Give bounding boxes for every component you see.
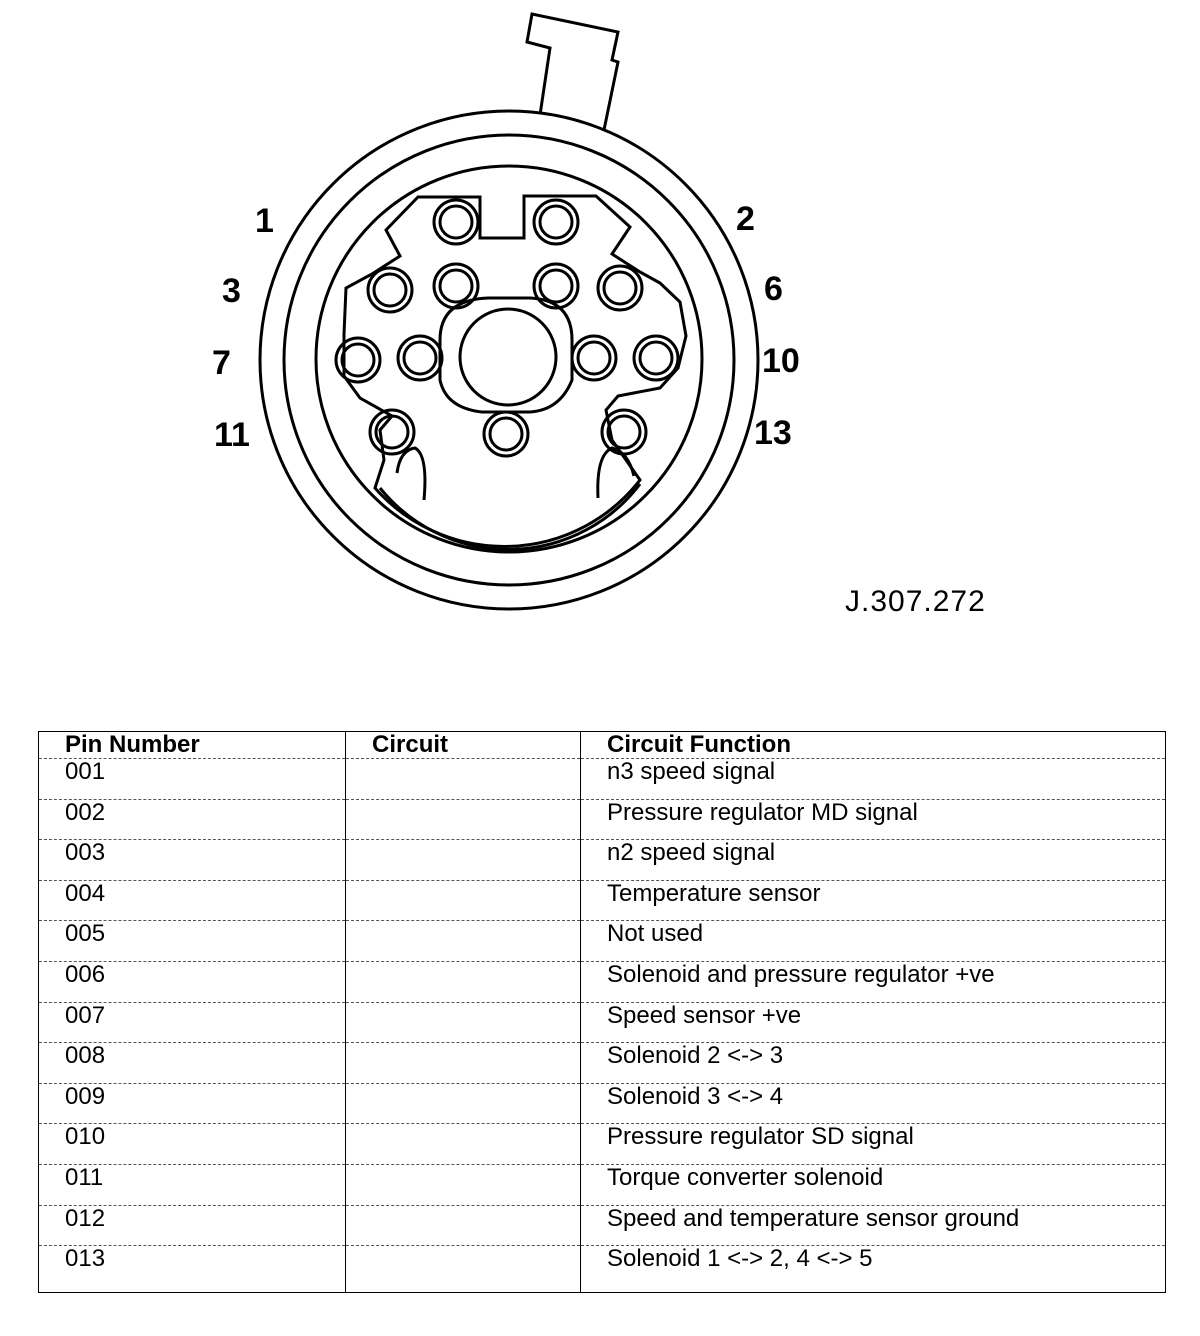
pin-number-cell: 010 [39,1124,346,1165]
circuit-cell [346,921,581,962]
table-row [39,1246,1166,1293]
circuit-function-cell: Solenoid 3 <-> 4 [581,1083,1166,1124]
pin-number-cell: 007 [39,1002,346,1043]
pin-label-11: 11 [214,416,250,454]
table-row [39,1205,1166,1246]
circuit-cell [346,840,581,881]
table-row [39,1043,1166,1084]
circuit-function-cell: Speed and temperature sensor ground [581,1205,1166,1246]
pin-label-7: 7 [212,344,231,382]
circuit-function-cell: Solenoid and pressure regulator +ve [581,961,1166,1002]
circuit-cell [346,799,581,840]
pin-number-cell: 004 [39,880,346,921]
pin-label-6: 6 [764,270,783,308]
pin-number-cell: 012 [39,1205,346,1246]
table-row [39,799,1166,840]
circuit-cell [346,759,581,800]
pin-number-cell: 003 [39,840,346,881]
circuit-cell [346,961,581,1002]
circuit-cell [346,1124,581,1165]
circuit-function-cell: n3 speed signal [581,759,1166,800]
pin-function-table [38,731,1166,1293]
circuit-function-cell: Not used [581,921,1166,962]
pin-number-cell: 005 [39,921,346,962]
circuit-function-cell: Solenoid 2 <-> 3 [581,1043,1166,1084]
pin-number-cell: 008 [39,1043,346,1084]
pin-label-2: 2 [736,200,755,238]
circuit-cell [346,1205,581,1246]
pin-number-cell: 011 [39,1164,346,1205]
header-circuit-function: Circuit Function [581,732,1166,759]
pin-number-cell: 013 [39,1246,346,1293]
pin-label-1: 1 [255,202,274,240]
table-row [39,759,1166,800]
table-row [39,840,1166,881]
circuit-cell [346,1002,581,1043]
pin-label-10: 10 [762,342,800,380]
table-row [39,921,1166,962]
pin-number-cell: 001 [39,759,346,800]
circuit-function-cell: Speed sensor +ve [581,1002,1166,1043]
circuit-function-cell: Temperature sensor [581,880,1166,921]
circuit-function-cell: Pressure regulator MD signal [581,799,1166,840]
circuit-function-cell: Pressure regulator SD signal [581,1124,1166,1165]
circuit-cell [346,1083,581,1124]
circuit-cell [346,880,581,921]
table-row [39,961,1166,1002]
table-row [39,880,1166,921]
circuit-function-cell: n2 speed signal [581,840,1166,881]
header-pin-number: Pin Number [39,732,346,759]
table-row [39,1083,1166,1124]
circuit-cell [346,1164,581,1205]
circuit-cell [346,1246,581,1293]
pin-label-3: 3 [222,272,241,310]
pin-label-13: 13 [754,414,792,452]
circuit-function-cell: Solenoid 1 <-> 2, 4 <-> 5 [581,1246,1166,1293]
table-header-row [39,732,1166,759]
circuit-function-cell: Torque converter solenoid [581,1164,1166,1205]
circuit-cell [346,1043,581,1084]
pin-number-cell: 009 [39,1083,346,1124]
header-circuit: Circuit [346,732,581,759]
pin-number-cell: 002 [39,799,346,840]
drawing-reference: J.307.272 [845,585,986,618]
table-row [39,1164,1166,1205]
pin-number-cell: 006 [39,961,346,1002]
table-row [39,1002,1166,1043]
table-row [39,1124,1166,1165]
